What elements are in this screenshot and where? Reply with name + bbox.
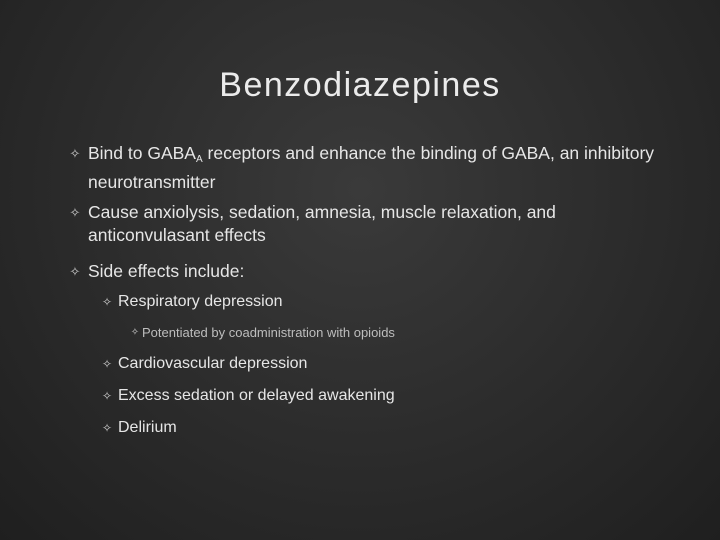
bullet-text: Side effects include: (88, 261, 245, 281)
bullet-effects (62, 201, 662, 247)
sub-sub-bullet-text: Potentiated by coadministration with opioids (142, 325, 395, 340)
sub-bullet-text: Delirium (118, 419, 177, 436)
bullet-diamond-icon: ✧ (101, 421, 113, 435)
bullet-gaba-binding (62, 142, 662, 194)
subscript: A (195, 154, 203, 165)
sub-bullet-delirium (96, 418, 656, 438)
sub-bullet-respiratory (96, 292, 656, 312)
bullet-text: Bind to $GABA_A$ receptors and enhance the binding of GABA, an inhibitory neurotransmitter (88, 143, 655, 192)
bullet-diamond-icon: ✧ (101, 295, 113, 309)
bullet-diamond-icon: ✧ (101, 389, 113, 403)
slide-title: Benzodiazepines (219, 66, 501, 104)
sub-bullet-sedation (96, 386, 656, 406)
bullet-diamond-icon: ✧ (69, 205, 81, 220)
sub-bullet-cardiovascular (96, 354, 656, 374)
bullet-text: Cause anxiolysis, sedation, amnesia, muscle relaxation, and anticonvulasant effects (88, 202, 556, 245)
sub-sub-bullet-opioids (128, 325, 648, 341)
bullet-side-effects (62, 260, 662, 283)
bullet-diamond-icon: ✧ (130, 327, 140, 338)
sub-bullet-text: Cardiovascular depression (118, 355, 308, 372)
bullet-diamond-icon: ✧ (69, 146, 81, 161)
bullet-diamond-icon: ✧ (101, 357, 113, 371)
sub-bullet-text: Respiratory depression (118, 293, 283, 310)
sub-bullet-text: Excess sedation or delayed awakening (118, 387, 395, 404)
bullet-diamond-icon: ✧ (69, 264, 81, 279)
